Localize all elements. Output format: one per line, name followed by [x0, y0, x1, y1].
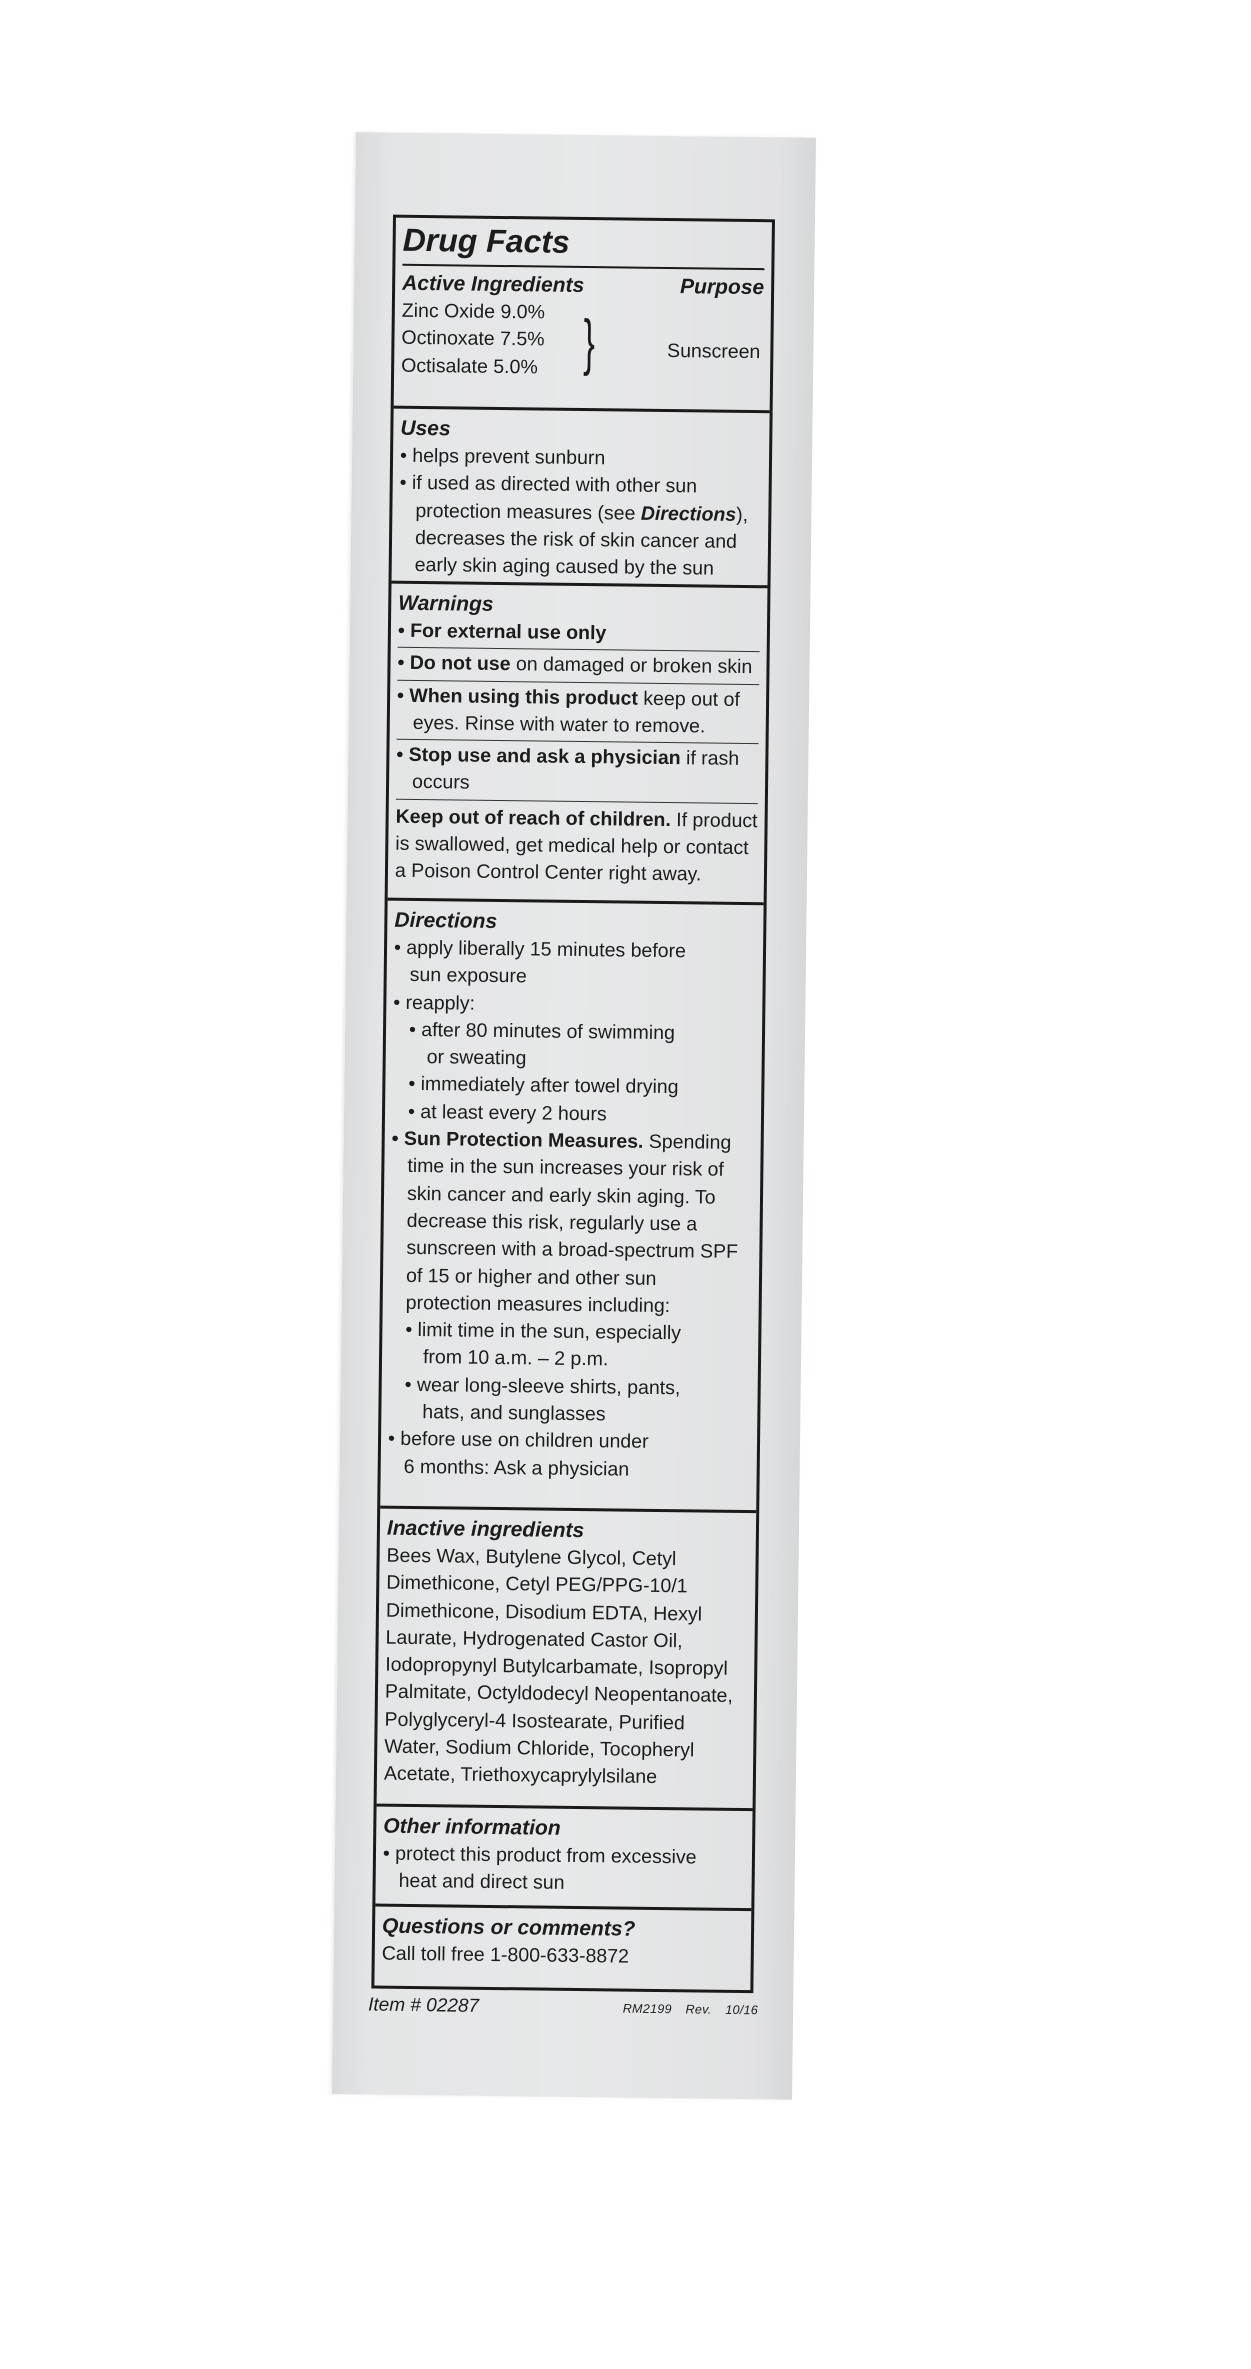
drug-facts-box — [371, 215, 775, 1994]
uses-text: protection measures (see — [415, 499, 641, 525]
direction-subitem-continued: from 10 a.m. – 2 p.m. — [422, 1346, 609, 1371]
inactive-line: Laurate, Hydrogenated Castor Oil, — [385, 1626, 683, 1653]
inactive-ingredients-section — [377, 1506, 757, 1809]
warning-external-use: • For external use only — [398, 618, 760, 653]
direction-subitem: • wear long-sleeve shirts, pants, — [404, 1373, 681, 1399]
drug-facts-title: Drug Facts — [402, 218, 765, 270]
keep-out-of-reach — [395, 800, 758, 890]
inactive-line: Bees Wax, Butylene Glycol, Cetyl — [386, 1544, 677, 1571]
inactive-line: Polyglyceryl-4 Isostearate, Purified — [384, 1708, 685, 1735]
direction-item-continued: sun exposure — [409, 964, 527, 988]
brace-icon: } — [583, 307, 596, 378]
keep-text: If product — [670, 808, 758, 832]
directions-section — [380, 898, 763, 1511]
other-info-item-continued: heat and direct sun — [398, 1870, 565, 1895]
direction-item-continued: 6 months: Ask a physician — [403, 1455, 630, 1481]
direction-item-continued: protection measures including: — [405, 1291, 671, 1317]
inactive-line: Palmitate, Octyldodecyl Neopentanoate, — [384, 1681, 734, 1708]
uses-item-continued — [399, 497, 761, 529]
direction-subitem: • limit time in the sun, especially — [405, 1319, 682, 1345]
product-carton-panel — [332, 132, 816, 2099]
warning-stop-use — [396, 740, 759, 804]
warning-do-not-use — [397, 648, 759, 685]
sun-protection-measures-label: • Sun Protection Measures. — [391, 1127, 644, 1153]
warning-text: if rash — [680, 747, 740, 771]
direction-item — [392, 1126, 754, 1158]
ingredient-zinc-oxide: Zinc Oxide 9.0% — [401, 299, 546, 324]
toll-free-number: Call toll free 1-800-633-8872 — [381, 1942, 630, 1968]
direction-text: Spending — [643, 1130, 732, 1154]
uses-item-continued: early skin aging caused by the sun — [414, 554, 715, 580]
other-information-section — [375, 1804, 752, 1909]
inactive-line: Iodopropynyl Butylcarbamate, Isopropyl — [385, 1653, 728, 1681]
direction-subitem: • at least every 2 hours — [407, 1100, 607, 1126]
ingredient-octinoxate: Octinoxate 7.5% — [401, 327, 545, 351]
inactive-line: Dimethicone, Disodium EDTA, Hexyl — [385, 1599, 703, 1626]
active-ingredients-section — [394, 218, 772, 411]
warning-text: on damaged or broken skin — [510, 653, 753, 679]
uses-header: Uses — [400, 416, 451, 441]
uses-item: • if used as directed with other sun — [399, 472, 698, 498]
direction-item-continued: of 15 or higher and other sun — [405, 1264, 657, 1290]
uses-item-continued: decreases the risk of skin cancer and — [414, 526, 738, 553]
questions-header: Questions or comments? — [381, 1914, 636, 1941]
warning-bold-text: • Do not use — [397, 652, 511, 676]
warning-bold-text: • When using this product — [397, 684, 639, 710]
ingredient-octisalate: Octisalate 5.0% — [401, 354, 538, 379]
direction-subitem-continued: hats, and sunglasses — [422, 1401, 606, 1426]
direction-subitem: • after 80 minutes of swimming — [408, 1018, 676, 1045]
warning-bold-text: • Stop use and ask a physician — [396, 743, 681, 770]
inactive-line: Dimethicone, Cetyl PEG/PPG-10/1 — [386, 1571, 688, 1598]
purpose-value: Sunscreen — [666, 340, 761, 364]
warning-line — [397, 682, 759, 714]
warning-line — [396, 742, 758, 774]
purpose-header: Purpose — [679, 275, 765, 300]
direction-item: • apply liberally 15 minutes before — [393, 936, 687, 963]
warning-when-using — [397, 680, 760, 744]
direction-item-continued: time in the sun increases your risk of — [407, 1155, 724, 1182]
direction-item: • before use on children under — [387, 1428, 649, 1454]
questions-section — [374, 1904, 751, 1991]
keep-line — [395, 804, 757, 836]
other-information-header: Other information — [383, 1814, 561, 1840]
warning-line: eyes. Rinse with water to remove. — [412, 711, 706, 738]
warnings-section — [388, 581, 768, 903]
warnings-header: Warnings — [398, 591, 494, 616]
keep-line: a Poison Control Center right away. — [394, 860, 702, 886]
uses-item: • helps prevent sunburn — [399, 444, 606, 470]
other-info-item: • protect this product from excessive — [382, 1842, 697, 1869]
direction-item-continued: decrease this risk, regularly use a — [406, 1209, 698, 1236]
directions-header: Directions — [394, 908, 498, 933]
inactive-ingredients-header: Inactive ingredients — [386, 1516, 585, 1543]
carton-footer — [368, 1994, 759, 2018]
uses-section — [392, 406, 770, 586]
uses-text: ), — [736, 503, 749, 526]
inactive-line: Water, Sodium Chloride, Tocopheryl — [384, 1735, 695, 1762]
active-header-row — [402, 270, 764, 302]
direction-item-continued: sunscreen with a broad-spectrum SPF — [406, 1237, 739, 1264]
inactive-line: Acetate, Triethoxycaprylylsilane — [383, 1763, 658, 1789]
item-number: Item # 02287 — [368, 1994, 480, 2017]
warning-text: keep out of — [637, 687, 740, 711]
active-ingredients-header: Active Ingredients — [402, 271, 585, 297]
direction-item: • reapply: — [393, 991, 476, 1015]
warning-line: occurs — [411, 771, 470, 795]
keep-line: is swallowed, get medical help or contact — [395, 832, 749, 860]
direction-subitem: • immediately after towel drying — [408, 1073, 679, 1099]
revision-code: RM2199 Rev. 10/16 — [622, 2001, 759, 2018]
keep-bold-text: Keep out of reach of children. — [395, 805, 671, 831]
direction-subitem-continued: or sweating — [426, 1046, 527, 1070]
direction-item-continued: skin cancer and early skin aging. To — [406, 1182, 716, 1209]
directions-reference: Directions — [640, 502, 737, 526]
